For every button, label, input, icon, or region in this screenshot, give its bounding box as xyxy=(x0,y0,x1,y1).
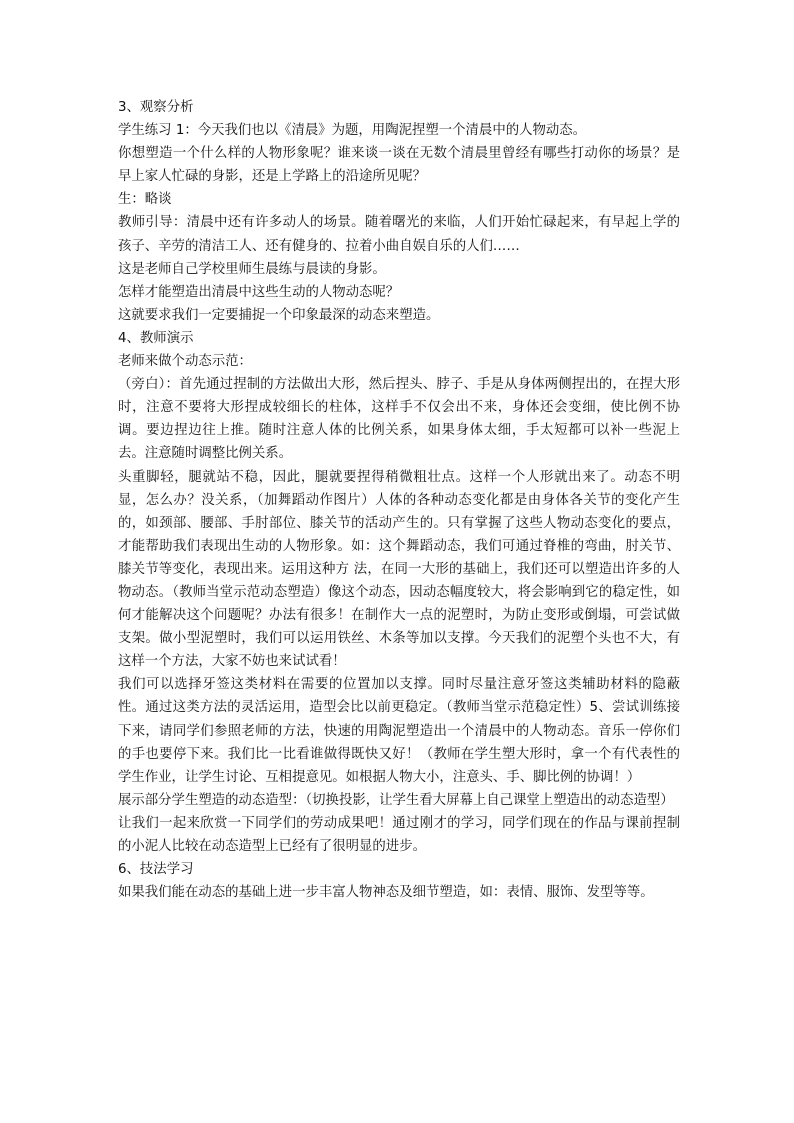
teacher-guide-paragraph: 教师引导：清晨中还有许多动人的场景。随着曙光的来临，人们开始忙碌起来，有早起上学的孩子、辛劳的清洁工人、还有健身的、拉着小曲自娱自乐的人们…… xyxy=(118,215,680,254)
section-heading-demo: 4、教师演示 xyxy=(118,330,194,346)
section-heading-observe: 3、观察分析 xyxy=(118,100,194,115)
technique-paragraph: 如果我们能在动态的基础上进一步丰富人物神态及细节塑造，如：表情、服饰、发型等等。 xyxy=(118,885,654,901)
section-heading-technique: 6、技法学习 xyxy=(118,862,194,878)
how-to-question-paragraph: 怎样才能塑造出清晨中这些生动的人物动态呢？ xyxy=(118,284,400,300)
support-method-paragraph: 我们可以选择牙签这类材料在需要的位置加以支撑。同时尽量注意牙签这类辅助材料的隐蔽性。通过这类方法的灵活运用，造型会比以前更稳定。（教师当堂示范稳定性）5、尝试训练接下来，请同学们参照老师的方法，快速的用陶泥塑造出一个清晨中的人物动态。音乐一停你们的手也要停下来。我们比一比看谁做得既快又好！（教师在学生塑大形时，拿一个有代表性的学生作业，让学生讨论、互相提意见。如根据人物大小，注意头、手、脚比例的协调！） xyxy=(118,677,680,785)
narration-paragraph: （旁白）：首先通过捏制的方法做出大形，然后捏头、脖子、手是从身体两侧捏出的，在捏大形时，注意不要将大形捏成较细长的柱体，这样手不仅会出不来，身体还会变细，使比例不协调。要边捏边往上推。随时注意人体的比例关系，如果身体太细，手太短都可以补一些泥上去。注意随时调整比例关系。 xyxy=(118,377,680,462)
showcase-paragraph: 展示部分学生塑造的动态造型：（切换投影，让学生看大屏幕上自己课堂上塑造出的动态造型） xyxy=(118,792,674,808)
question-paragraph: 你想塑造一个什么样的人物形象呢？谁来谈一谈在无数个清晨里曾经有哪些打动你的场景？是早上家人忙碌的身影，还是上学路上的沿途所见呢？ xyxy=(118,146,680,185)
document-page xyxy=(118,96,680,904)
capture-motion-paragraph: 这就要求我们一定要捕捉一个印象最深的动态来塑造。 xyxy=(118,307,440,323)
student-reply-paragraph: 生：略谈 xyxy=(118,192,172,208)
student-exercise-paragraph: 学生练习 1：今天我们也以《清晨》为题，用陶泥捏塑一个清晨中的人物动态。 xyxy=(118,123,587,139)
motion-explanation-paragraph: 头重脚轻，腿就站不稳，因此，腿就要捏得稍微粗壮点。这样一个人形就出来了。动态不明显，怎么办？没关系，（加舞蹈动作图片）人体的各种动态变化都是由身体各关节的变化产生的，如颈部、腰部、手肘部位、膝关节的活动产生的。只有掌握了这些人物动态变化的要点，才能帮助我们表现出生动的人物形象。如：这个舞蹈动态，我们可通过脊椎的弯曲，肘关节、膝关节等变化，表现出来。运用这种方 法，在同一大形的基础上，我们还可以塑造出许多的人物动态。（教师当堂示范动态塑造）像这个动态，因动态幅度较大，将会影响到它的稳定性，如何才能解决这个问题呢？办法有很多！在制作大一点的泥塑时，为防止变形或倒塌，可尝试做支架。做小型泥塑时，我们可以运用铁丝、木条等加以支撑。今天我们的泥塑个头也不大，有这样一个方法，大家不妨也来试试看！ xyxy=(118,469,680,670)
photo-note-paragraph: 这是老师自己学校里师生晨练与晨读的身影。 xyxy=(118,261,386,277)
demo-intro-paragraph: 老师来做个动态示范： xyxy=(118,354,252,370)
appreciation-paragraph: 让我们一起来欣赏一下同学们的劳动成果吧！通过刚才的学习，同学们现在的作品与课前捏制的小泥人比较在动态造型上已经有了很明显的进步。 xyxy=(118,815,680,854)
